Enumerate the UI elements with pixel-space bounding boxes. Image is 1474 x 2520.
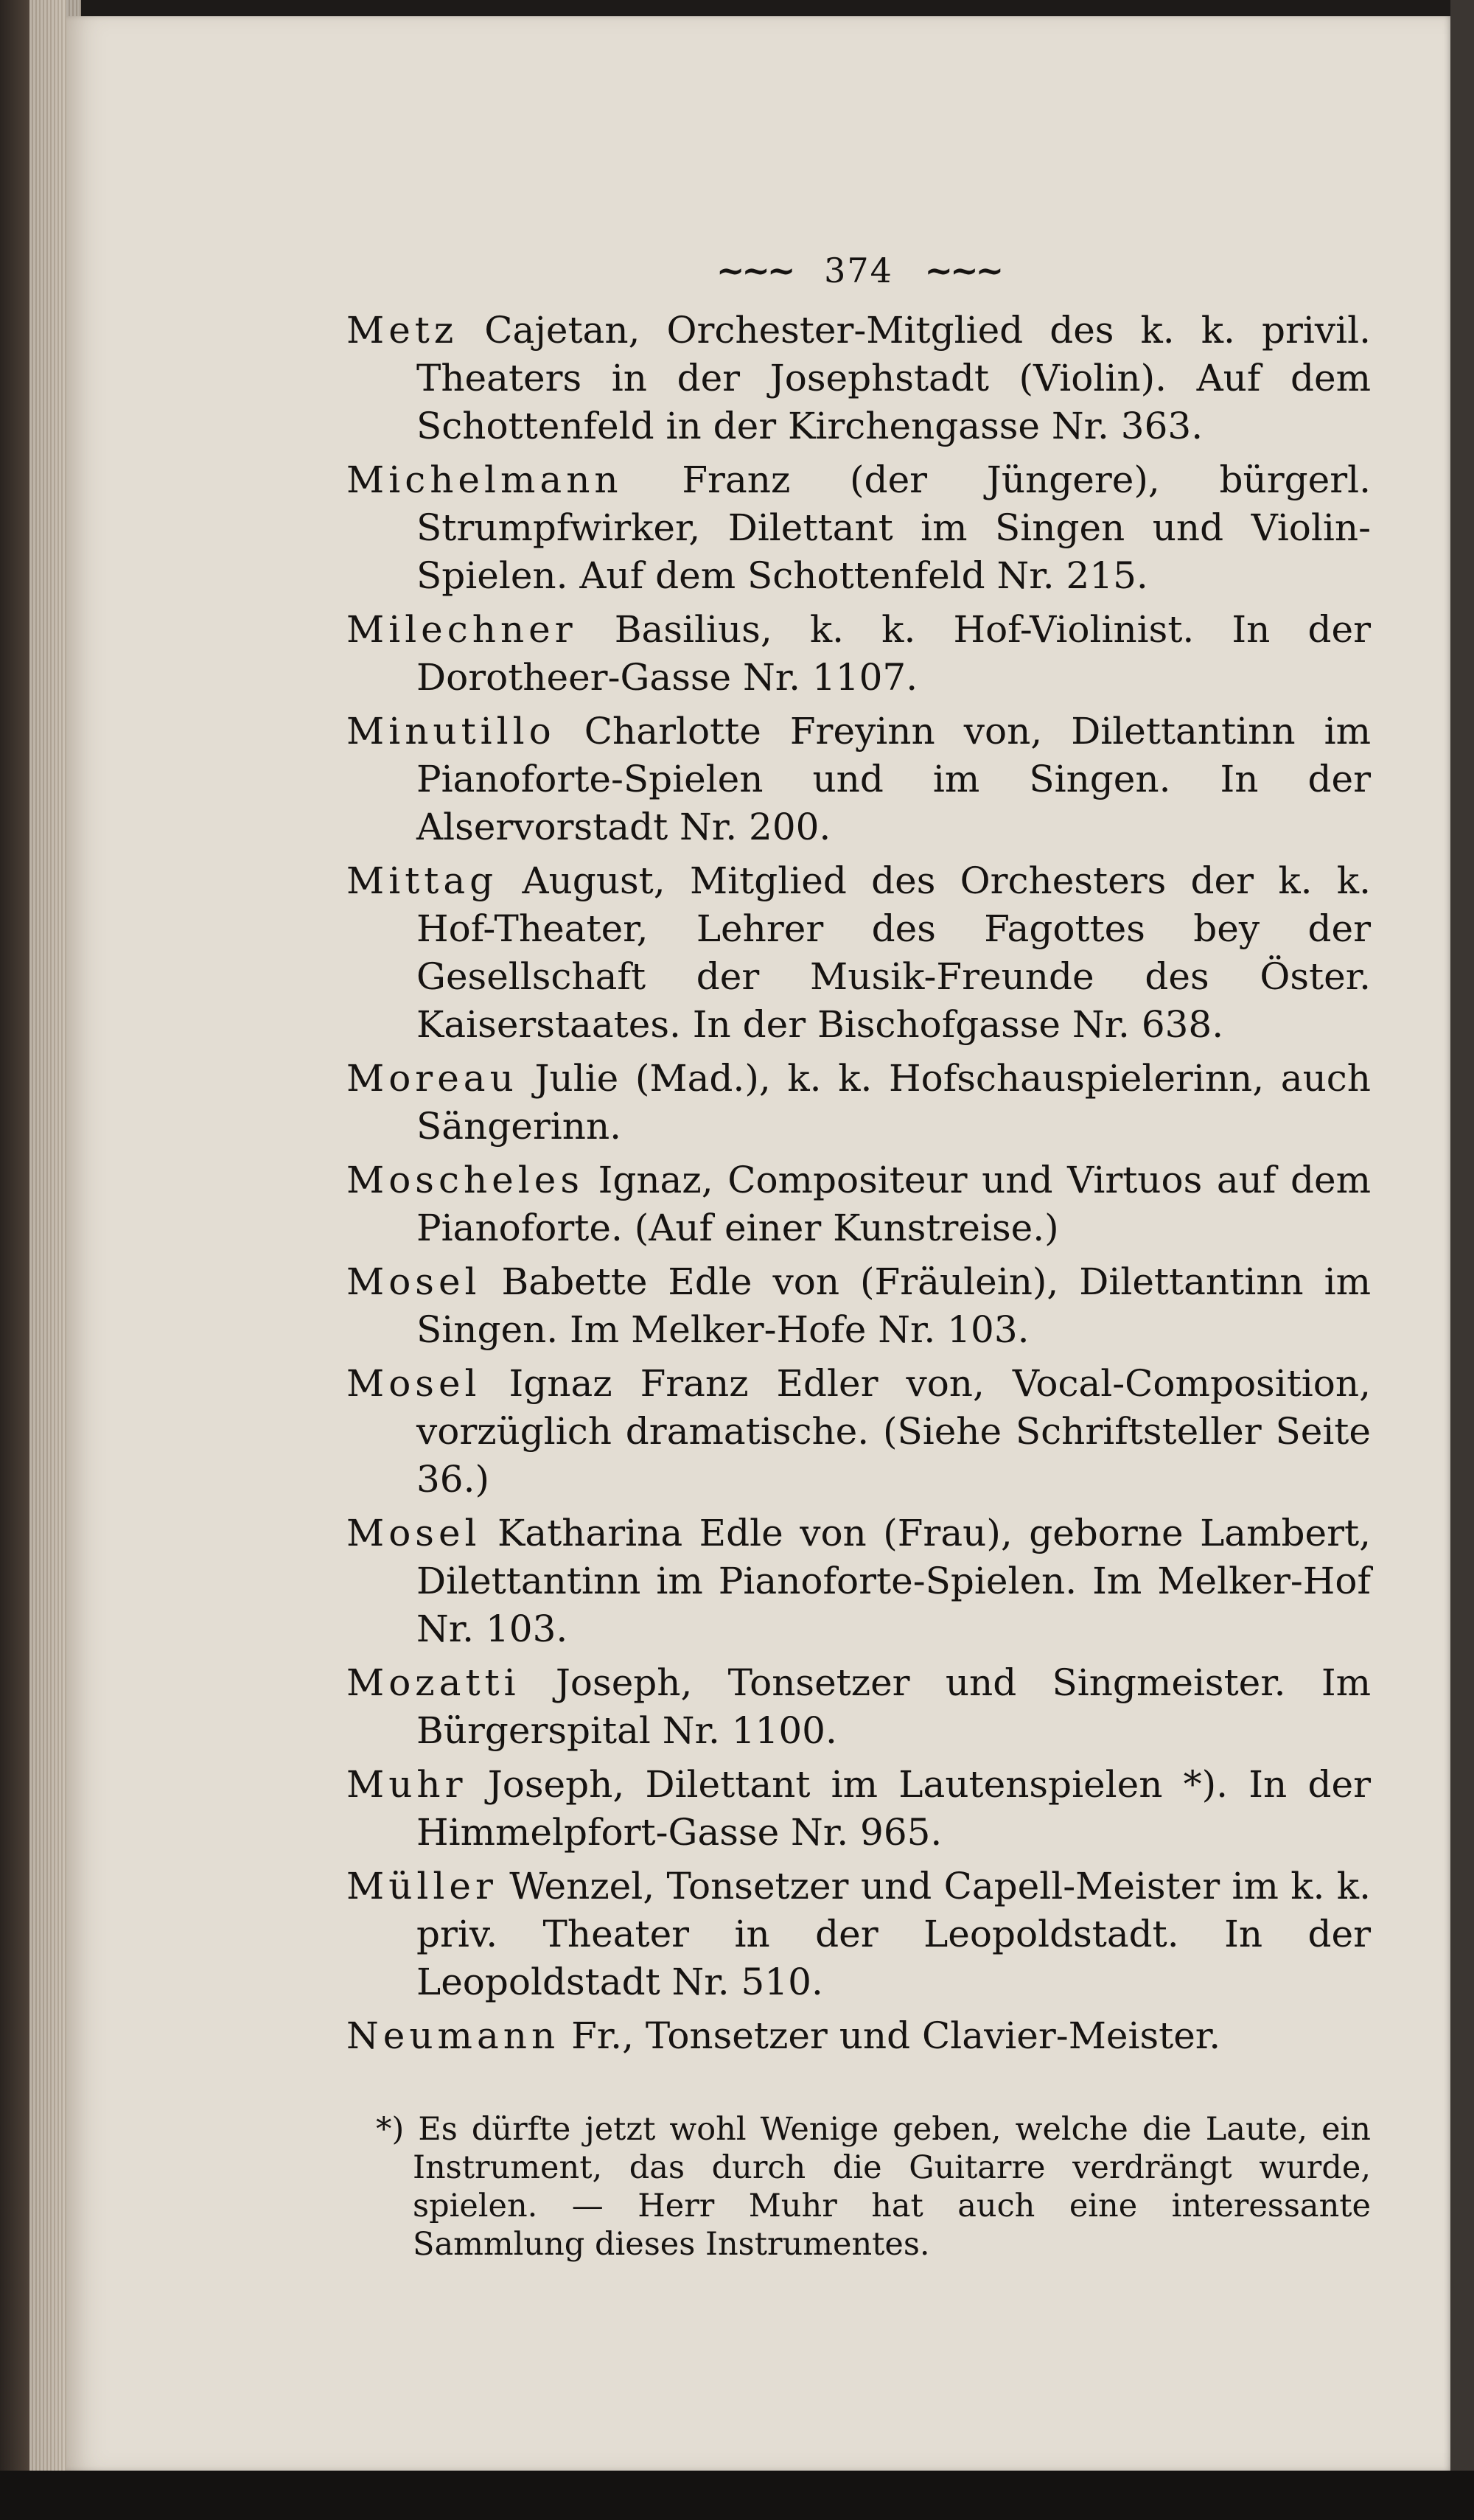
right-edge xyxy=(1450,0,1474,2520)
entry-text: Wenzel, Tonsetzer und Capell-Meister im k. k. priv. Theater in der Leopoldstadt. In der Leopoldstadt Nr. 510. xyxy=(416,1865,1371,2003)
entry-name: Moscheles xyxy=(346,1159,584,1201)
entry xyxy=(346,1258,1371,1354)
entry-text: Charlotte Freyinn von, Dilettantinn im Pianoforte-Spielen und im Singen. In der Alservorstadt Nr. 200. xyxy=(416,710,1371,848)
entry xyxy=(346,2012,1371,2060)
entry-name: Mozatti xyxy=(346,1661,520,1704)
entry-text: Babette Edle von (Fräulein), Dilettantinn im Singen. Im Melker-Hofe Nr. 103. xyxy=(416,1260,1371,1351)
entry xyxy=(346,1659,1371,1755)
entry-name: Michelmann xyxy=(346,458,623,501)
entry-text: Ignaz, Compositeur und Virtuos auf dem Pianoforte. (Auf einer Kunstreise.) xyxy=(416,1159,1371,1249)
ornament-right-icon: ~~~ xyxy=(924,251,1002,290)
entry-text: Ignaz Franz Edler von, Vocal-Composition, vorzüglich dramatische. (Siehe Schriftsteller Seite 36.) xyxy=(416,1362,1371,1501)
entry xyxy=(346,1360,1371,1504)
entry-name: Metz xyxy=(346,309,458,352)
page-content xyxy=(346,247,1371,2295)
entry-name: Müller xyxy=(346,1865,497,1908)
ornament-left-icon: ~~~ xyxy=(716,251,793,290)
entry-name: Muhr xyxy=(346,1763,467,1806)
entry-name: Moreau xyxy=(346,1057,518,1100)
entry-text: Basilius, k. k. Hof-Violinist. In der Dorotheer-Gasse Nr. 1107. xyxy=(416,608,1371,699)
entry-name: Mosel xyxy=(346,1362,481,1405)
entry-text: Cajetan, Orchester-Mitglied des k. k. privil. Theaters in der Josephstadt (Violin). Auf dem Schottenfeld in der Kirchengasse Nr. 363. xyxy=(416,309,1371,447)
entry-name: Mosel xyxy=(346,1512,481,1554)
entry-text: Joseph, Tonsetzer und Singmeister. Im Bürgerspital Nr. 1100. xyxy=(416,1661,1371,1752)
entry xyxy=(346,708,1371,851)
entry xyxy=(346,1055,1371,1151)
entry-text: Julie (Mad.), k. k. Hofschauspielerinn, auch Sängerinn. xyxy=(416,1057,1371,1148)
entry-text: Fr., Tonsetzer und Clavier-Meister. xyxy=(571,2014,1221,2057)
entry xyxy=(346,307,1371,450)
entry-text: Katharina Edle von (Frau), geborne Lambert, Dilettantinn im Pianoforte-Spielen. Im Melker-Hof Nr. 103. xyxy=(416,1512,1371,1650)
entry xyxy=(346,456,1371,600)
entry-text: Franz (der Jüngere), bürgerl. Strumpfwirker, Dilettant im Singen und Violin-Spielen. Auf dem Schottenfeld Nr. 215. xyxy=(416,458,1371,597)
entry xyxy=(346,1509,1371,1653)
page-header xyxy=(346,247,1371,295)
footnote: *) Es dürfte jetzt wohl Wenige geben, welche die Laute, ein Instrument, das durch die Guitarre verdrängt wurde, spielen. — Herr Muhr hat auch eine interessante Sammlung dieses Instrumentes. xyxy=(376,2111,1371,2263)
entry xyxy=(346,1761,1371,1857)
entry-name: Milechner xyxy=(346,608,577,651)
entry-name: Neumann xyxy=(346,2014,560,2057)
entry xyxy=(346,1863,1371,2006)
entry-text: August, Mitglied des Orchesters der k. k. Hof-Theater, Lehrer des Fagottes bey der Gesellschaft der Musik-Freunde des Öster. Kaiserstaates. In der Bischofgasse Nr. 638. xyxy=(416,859,1371,1046)
entry-text: Joseph, Dilettant im Lautenspielen *). In der Himmelpfort-Gasse Nr. 965. xyxy=(416,1763,1371,1854)
bottom-edge xyxy=(0,2471,1474,2520)
entry-name: Mittag xyxy=(346,859,498,902)
entry xyxy=(346,857,1371,1049)
entry xyxy=(346,606,1371,702)
page-number: 374 xyxy=(824,251,893,290)
entry-name: Minutillo xyxy=(346,710,556,753)
entry xyxy=(346,1156,1371,1252)
entry-name: Mosel xyxy=(346,1260,481,1303)
